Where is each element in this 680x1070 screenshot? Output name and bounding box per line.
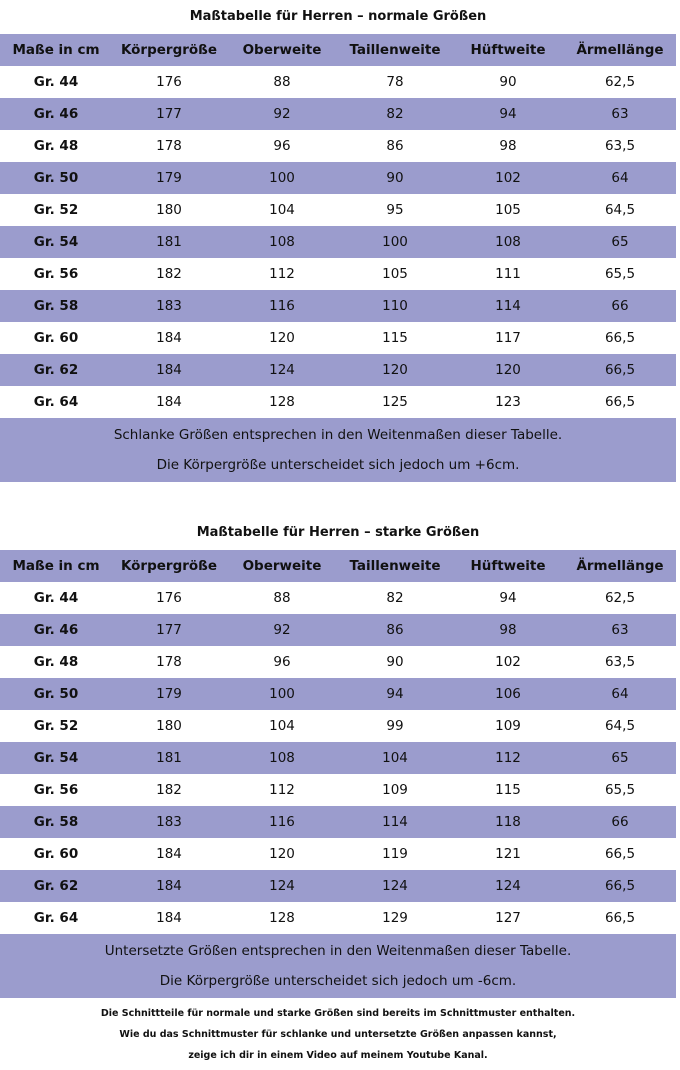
value-cell: 114: [382, 814, 408, 830]
value-cell: 178: [156, 138, 182, 154]
table-row: [0, 98, 676, 130]
value-cell: 63: [611, 622, 629, 638]
value-cell: 128: [269, 394, 295, 410]
value-cell: 127: [495, 910, 521, 926]
value-cell: 177: [156, 106, 182, 122]
value-cell: 100: [382, 234, 408, 250]
note-line: Schlanke Größen entsprechen in den Weitenmaßen dieser Tabelle.: [113, 427, 563, 443]
value-cell: 117: [495, 330, 521, 346]
size-cell: Gr. 60: [33, 330, 79, 346]
table-row: [0, 162, 676, 194]
value-cell: 129: [382, 910, 408, 926]
value-cell: 106: [495, 686, 521, 702]
table-row: [0, 194, 676, 226]
value-cell: 116: [269, 814, 295, 830]
value-cell: 176: [156, 590, 182, 606]
note-line: Die Körpergröße unterscheidet sich jedoch um +6cm.: [156, 457, 520, 473]
value-cell: 116: [269, 298, 295, 314]
value-cell: 181: [156, 234, 182, 250]
value-cell: 78: [386, 74, 404, 90]
value-cell: 125: [382, 394, 408, 410]
size-cell: Gr. 52: [33, 718, 79, 734]
table-row: [0, 582, 676, 614]
size-cell: Gr. 46: [33, 106, 79, 122]
table-row: [0, 870, 676, 902]
value-cell: 184: [156, 362, 182, 378]
value-cell: 66,5: [604, 394, 636, 410]
value-cell: 94: [499, 590, 517, 606]
value-cell: 92: [273, 622, 291, 638]
header-cell: Taillenweite: [349, 558, 441, 574]
size-table-normal: [0, 0, 676, 482]
size-cell: Gr. 64: [33, 910, 79, 926]
value-cell: 63: [611, 106, 629, 122]
value-cell: 181: [156, 750, 182, 766]
value-cell: 95: [386, 202, 404, 218]
value-cell: 109: [495, 718, 521, 734]
table-row: [0, 678, 676, 710]
header-cell: Körpergröße: [120, 42, 218, 58]
value-cell: 66: [611, 298, 629, 314]
size-cell: Gr. 62: [33, 362, 79, 378]
value-cell: 184: [156, 394, 182, 410]
value-cell: 64,5: [604, 202, 636, 218]
size-cell: Gr. 58: [33, 298, 79, 314]
size-cell: Gr. 56: [33, 782, 79, 798]
table-row: [0, 710, 676, 742]
table-header: [0, 550, 676, 582]
value-cell: 121: [495, 846, 521, 862]
table-row: [0, 258, 676, 290]
value-cell: 120: [382, 362, 408, 378]
table-row: [0, 646, 676, 678]
value-cell: 112: [269, 266, 295, 282]
footer-line: zeige ich dir in einem Video auf meinem Youtube Kanal.: [188, 1050, 488, 1061]
value-cell: 65,5: [604, 266, 636, 282]
header-cell: Ärmellänge: [576, 558, 664, 574]
table-row: [0, 354, 676, 386]
header-cell: Oberweite: [242, 42, 322, 58]
value-cell: 123: [495, 394, 521, 410]
size-cell: Gr. 48: [33, 138, 79, 154]
value-cell: 62,5: [604, 74, 636, 90]
table-note: [0, 418, 676, 482]
value-cell: 104: [382, 750, 408, 766]
value-cell: 88: [273, 590, 291, 606]
table-row: [0, 742, 676, 774]
value-cell: 124: [269, 878, 295, 894]
value-cell: 66,5: [604, 910, 636, 926]
value-cell: 179: [156, 170, 182, 186]
header-cell: Taillenweite: [349, 42, 441, 58]
value-cell: 104: [269, 202, 295, 218]
value-cell: 124: [269, 362, 295, 378]
table-row: [0, 902, 676, 934]
table-row: [0, 614, 676, 646]
value-cell: 64: [611, 686, 629, 702]
value-cell: 63,5: [604, 138, 636, 154]
value-cell: 184: [156, 878, 182, 894]
size-cell: Gr. 50: [33, 170, 79, 186]
value-cell: 115: [382, 330, 408, 346]
value-cell: 105: [382, 266, 408, 282]
value-cell: 88: [273, 74, 291, 90]
value-cell: 180: [156, 718, 182, 734]
value-cell: 86: [386, 138, 404, 154]
size-cell: Gr. 64: [33, 394, 79, 410]
table-row: [0, 386, 676, 418]
value-cell: 100: [269, 686, 295, 702]
value-cell: 177: [156, 622, 182, 638]
value-cell: 180: [156, 202, 182, 218]
value-cell: 94: [499, 106, 517, 122]
size-cell: Gr. 44: [33, 74, 79, 90]
note-line: Die Körpergröße unterscheidet sich jedoch um -6cm.: [159, 973, 517, 989]
value-cell: 105: [495, 202, 521, 218]
footer-line: Die Schnittteile für normale und starke Größen sind bereits im Schnittmuster enthalten.: [100, 1008, 576, 1019]
value-cell: 64,5: [604, 718, 636, 734]
value-cell: 182: [156, 782, 182, 798]
table-row: [0, 226, 676, 258]
value-cell: 90: [386, 654, 404, 670]
value-cell: 65,5: [604, 782, 636, 798]
table-row: [0, 774, 676, 806]
value-cell: 176: [156, 74, 182, 90]
value-cell: 64: [611, 170, 629, 186]
size-table-large: [0, 516, 676, 998]
value-cell: 109: [382, 782, 408, 798]
value-cell: 90: [499, 74, 517, 90]
value-cell: 178: [156, 654, 182, 670]
table-note: [0, 934, 676, 998]
value-cell: 115: [495, 782, 521, 798]
value-cell: 65: [611, 750, 629, 766]
value-cell: 86: [386, 622, 404, 638]
value-cell: 66,5: [604, 846, 636, 862]
value-cell: 184: [156, 330, 182, 346]
value-cell: 124: [382, 878, 408, 894]
value-cell: 184: [156, 846, 182, 862]
table-row: [0, 130, 676, 162]
header-cell: Körpergröße: [120, 558, 218, 574]
value-cell: 94: [386, 686, 404, 702]
table-body: [0, 66, 676, 418]
value-cell: 111: [495, 266, 521, 282]
table-row: [0, 806, 676, 838]
value-cell: 98: [499, 622, 517, 638]
table-row: [0, 290, 676, 322]
value-cell: 100: [269, 170, 295, 186]
size-cell: Gr. 46: [33, 622, 79, 638]
value-cell: 102: [495, 170, 521, 186]
size-cell: Gr. 56: [33, 266, 79, 282]
value-cell: 102: [495, 654, 521, 670]
value-cell: 63,5: [604, 654, 636, 670]
value-cell: 96: [273, 138, 291, 154]
value-cell: 99: [386, 718, 404, 734]
table-row: [0, 838, 676, 870]
size-cell: Gr. 48: [33, 654, 79, 670]
table-body: [0, 582, 676, 934]
value-cell: 179: [156, 686, 182, 702]
size-cell: Gr. 52: [33, 202, 79, 218]
size-cell: Gr. 62: [33, 878, 79, 894]
size-cell: Gr. 54: [33, 234, 79, 250]
value-cell: 183: [156, 814, 182, 830]
value-cell: 92: [273, 106, 291, 122]
value-cell: 66: [611, 814, 629, 830]
value-cell: 108: [495, 234, 521, 250]
value-cell: 66,5: [604, 362, 636, 378]
size-cell: Gr. 54: [33, 750, 79, 766]
note-line: Untersetzte Größen entsprechen in den Weitenmaßen dieser Tabelle.: [104, 943, 572, 959]
header-cell: Hüftweite: [470, 42, 546, 58]
size-cell: Gr. 50: [33, 686, 79, 702]
table-title: Maßtabelle für Herren – normale Größen: [189, 9, 487, 24]
value-cell: 128: [269, 910, 295, 926]
value-cell: 96: [273, 654, 291, 670]
value-cell: 66,5: [604, 330, 636, 346]
value-cell: 184: [156, 910, 182, 926]
value-cell: 90: [386, 170, 404, 186]
value-cell: 66,5: [604, 878, 636, 894]
header-cell: Hüftweite: [470, 558, 546, 574]
value-cell: 110: [382, 298, 408, 314]
header-cell: Maße in cm: [12, 42, 100, 58]
value-cell: 104: [269, 718, 295, 734]
value-cell: 182: [156, 266, 182, 282]
value-cell: 82: [386, 590, 404, 606]
value-cell: 65: [611, 234, 629, 250]
value-cell: 183: [156, 298, 182, 314]
table-row: [0, 322, 676, 354]
size-cell: Gr. 58: [33, 814, 79, 830]
footer-line: Wie du das Schnittmuster für schlanke und untersetzte Größen anpassen kannst,: [119, 1029, 557, 1040]
footer-note: [0, 1003, 676, 1066]
value-cell: 108: [269, 234, 295, 250]
value-cell: 62,5: [604, 590, 636, 606]
size-cell: Gr. 60: [33, 846, 79, 862]
value-cell: 98: [499, 138, 517, 154]
value-cell: 124: [495, 878, 521, 894]
value-cell: 82: [386, 106, 404, 122]
value-cell: 114: [495, 298, 521, 314]
value-cell: 112: [495, 750, 521, 766]
size-cell: Gr. 44: [33, 590, 79, 606]
value-cell: 120: [495, 362, 521, 378]
table-title: Maßtabelle für Herren – starke Größen: [196, 525, 480, 540]
value-cell: 112: [269, 782, 295, 798]
table-header: [0, 34, 676, 66]
value-cell: 120: [269, 846, 295, 862]
value-cell: 120: [269, 330, 295, 346]
header-cell: Ärmellänge: [576, 42, 664, 58]
header-cell: Maße in cm: [12, 558, 100, 574]
table-row: [0, 66, 676, 98]
value-cell: 108: [269, 750, 295, 766]
value-cell: 119: [382, 846, 408, 862]
header-cell: Oberweite: [242, 558, 322, 574]
value-cell: 118: [495, 814, 521, 830]
